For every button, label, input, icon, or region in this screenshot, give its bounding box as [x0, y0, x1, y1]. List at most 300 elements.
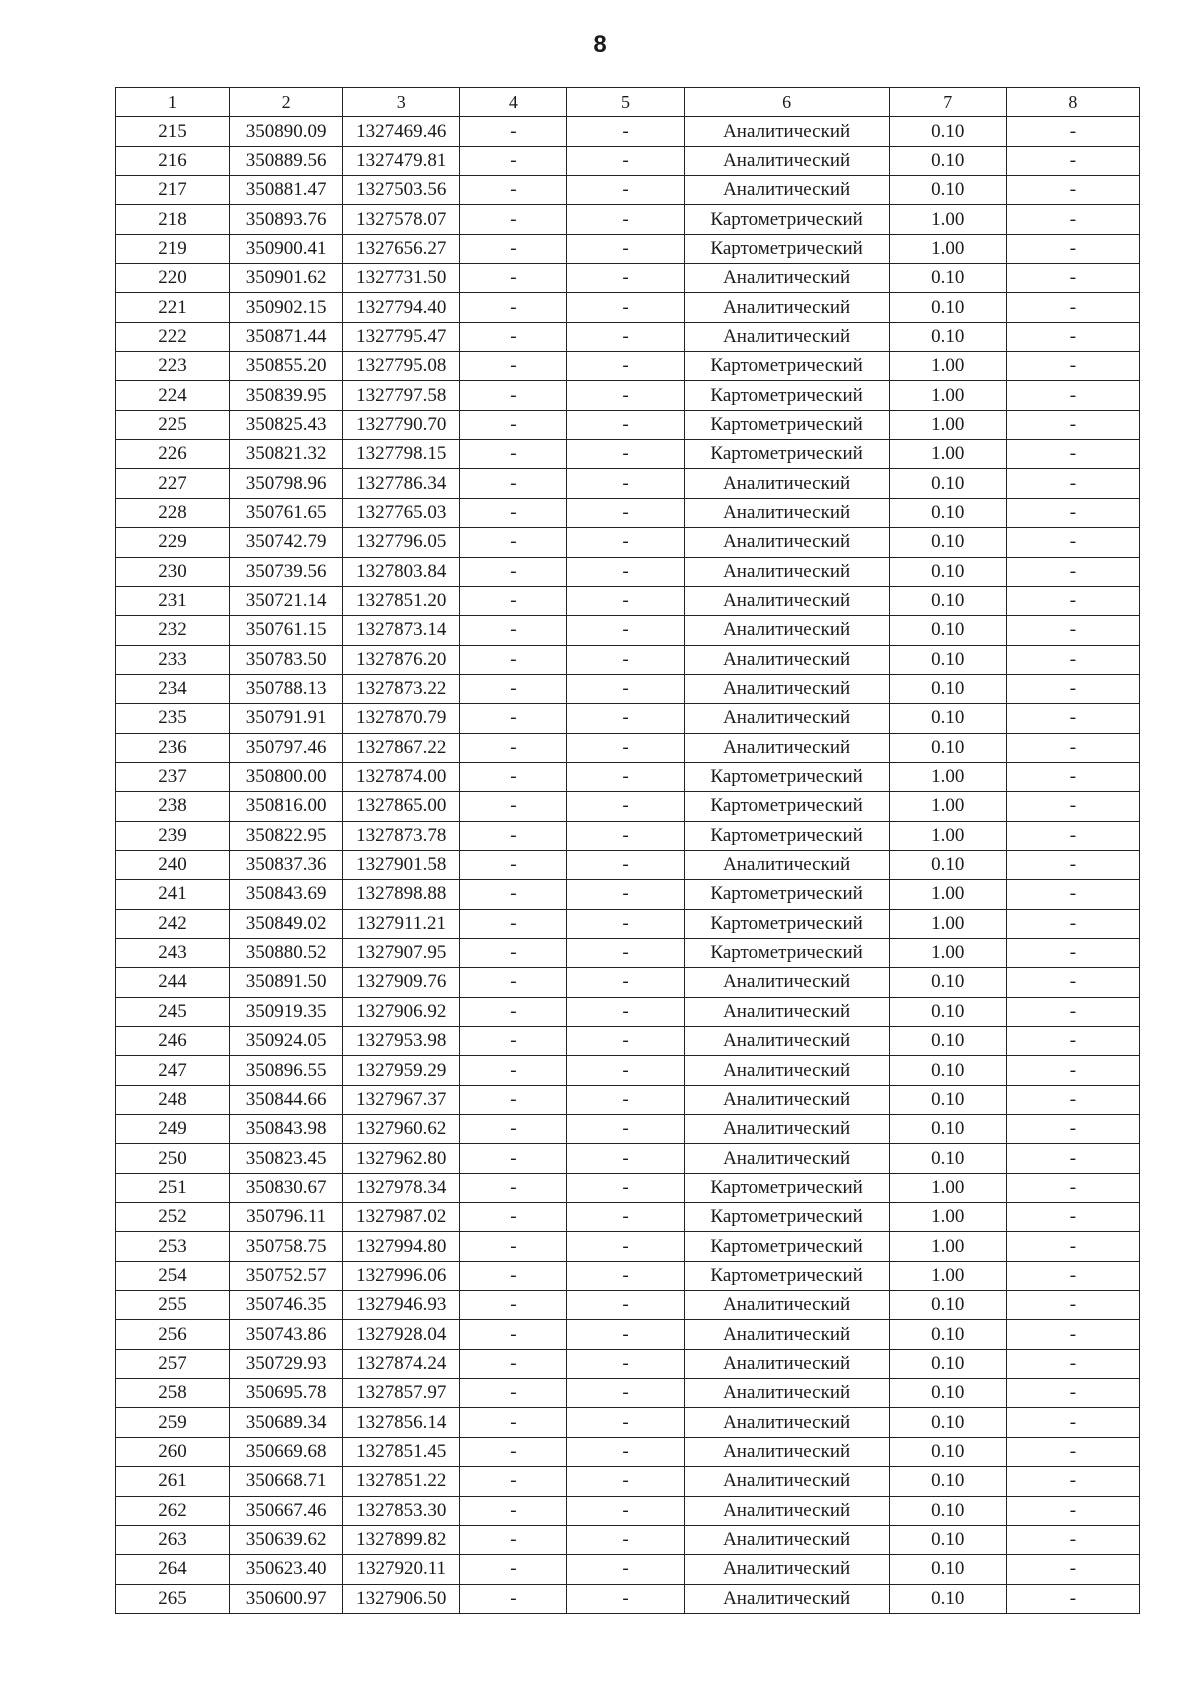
- x-coordinate-cell: 350669.68: [230, 1437, 343, 1466]
- method-cell: Картометрический: [684, 1203, 889, 1232]
- method-cell: Аналитический: [684, 997, 889, 1026]
- method-cell: Картометрический: [684, 381, 889, 410]
- column-4-cell: -: [460, 1291, 567, 1320]
- column-4-cell: -: [460, 1232, 567, 1261]
- column-5-cell: -: [567, 909, 684, 938]
- column-4-cell: -: [460, 146, 567, 175]
- column-4-cell: -: [460, 1349, 567, 1378]
- column-4-cell: -: [460, 264, 567, 293]
- table-row: [116, 469, 1140, 498]
- x-coordinate-cell: 350855.20: [230, 352, 343, 381]
- column-8-cell: -: [1006, 1085, 1139, 1114]
- accuracy-cell: 0.10: [889, 1144, 1006, 1173]
- x-coordinate-cell: 350891.50: [230, 968, 343, 997]
- column-5-cell: -: [567, 968, 684, 997]
- point-number-cell: 245: [116, 997, 230, 1026]
- column-5-cell: -: [567, 1320, 684, 1349]
- point-number-cell: 226: [116, 440, 230, 469]
- point-number-cell: 220: [116, 264, 230, 293]
- column-5-cell: -: [567, 1115, 684, 1144]
- table-row: [116, 821, 1140, 850]
- x-coordinate-cell: 350742.79: [230, 528, 343, 557]
- column-4-cell: -: [460, 1027, 567, 1056]
- method-cell: Аналитический: [684, 1379, 889, 1408]
- method-cell: Картометрический: [684, 234, 889, 263]
- column-5-cell: -: [567, 616, 684, 645]
- point-number-cell: 232: [116, 616, 230, 645]
- method-cell: Аналитический: [684, 146, 889, 175]
- accuracy-cell: 1.00: [889, 762, 1006, 791]
- column-8-cell: -: [1006, 1496, 1139, 1525]
- table-row: [116, 146, 1140, 175]
- column-8-cell: -: [1006, 410, 1139, 439]
- point-number-cell: 252: [116, 1203, 230, 1232]
- method-cell: Картометрический: [684, 909, 889, 938]
- x-coordinate-cell: 350721.14: [230, 586, 343, 615]
- table-row: [116, 1173, 1140, 1202]
- x-coordinate-cell: 350623.40: [230, 1555, 343, 1584]
- column-4-cell: -: [460, 1408, 567, 1437]
- point-number-cell: 254: [116, 1261, 230, 1290]
- column-8-cell: -: [1006, 1056, 1139, 1085]
- method-cell: Аналитический: [684, 645, 889, 674]
- x-coordinate-cell: 350758.75: [230, 1232, 343, 1261]
- column-8-cell: -: [1006, 1525, 1139, 1554]
- column-5-cell: -: [567, 1584, 684, 1613]
- table-row: [116, 1525, 1140, 1554]
- column-8-cell: -: [1006, 557, 1139, 586]
- column-8-cell: -: [1006, 586, 1139, 615]
- method-cell: Аналитический: [684, 528, 889, 557]
- column-8-cell: -: [1006, 1291, 1139, 1320]
- accuracy-cell: 0.10: [889, 1525, 1006, 1554]
- method-cell: Картометрический: [684, 205, 889, 234]
- table-row: [116, 1349, 1140, 1378]
- column-8-cell: -: [1006, 938, 1139, 967]
- x-coordinate-cell: 350791.91: [230, 704, 343, 733]
- accuracy-cell: 1.00: [889, 909, 1006, 938]
- x-coordinate-cell: 350902.15: [230, 293, 343, 322]
- accuracy-cell: 0.10: [889, 293, 1006, 322]
- point-number-cell: 230: [116, 557, 230, 586]
- table-row: [116, 850, 1140, 879]
- column-4-cell: -: [460, 1173, 567, 1202]
- column-4-cell: -: [460, 938, 567, 967]
- column-5-cell: -: [567, 146, 684, 175]
- x-coordinate-cell: 350881.47: [230, 176, 343, 205]
- y-coordinate-cell: 1327794.40: [343, 293, 460, 322]
- column-5-cell: -: [567, 176, 684, 205]
- table-body: [116, 117, 1140, 1614]
- column-4-cell: -: [460, 762, 567, 791]
- point-number-cell: 258: [116, 1379, 230, 1408]
- x-coordinate-cell: 350761.15: [230, 616, 343, 645]
- point-number-cell: 251: [116, 1173, 230, 1202]
- y-coordinate-cell: 1327851.22: [343, 1467, 460, 1496]
- column-4-cell: -: [460, 1379, 567, 1408]
- column-8-cell: -: [1006, 264, 1139, 293]
- point-number-cell: 219: [116, 234, 230, 263]
- accuracy-cell: 0.10: [889, 704, 1006, 733]
- y-coordinate-cell: 1327469.46: [343, 117, 460, 146]
- column-8-cell: -: [1006, 322, 1139, 351]
- column-4-cell: -: [460, 1525, 567, 1554]
- column-4-cell: -: [460, 1437, 567, 1466]
- y-coordinate-cell: 1327898.88: [343, 880, 460, 909]
- column-5-cell: -: [567, 117, 684, 146]
- x-coordinate-cell: 350689.34: [230, 1408, 343, 1437]
- column-4-cell: -: [460, 616, 567, 645]
- column-8-cell: -: [1006, 616, 1139, 645]
- table-row: [116, 674, 1140, 703]
- column-5-cell: -: [567, 234, 684, 263]
- column-5-cell: -: [567, 293, 684, 322]
- accuracy-cell: 0.10: [889, 1379, 1006, 1408]
- column-5-cell: -: [567, 586, 684, 615]
- accuracy-cell: 0.10: [889, 1027, 1006, 1056]
- x-coordinate-cell: 350796.11: [230, 1203, 343, 1232]
- column-4-cell: -: [460, 821, 567, 850]
- accuracy-cell: 0.10: [889, 176, 1006, 205]
- point-number-cell: 242: [116, 909, 230, 938]
- column-header-1: 1: [116, 88, 230, 117]
- method-cell: Картометрический: [684, 352, 889, 381]
- table-row: [116, 704, 1140, 733]
- y-coordinate-cell: 1327796.05: [343, 528, 460, 557]
- column-4-cell: -: [460, 528, 567, 557]
- column-8-cell: -: [1006, 1555, 1139, 1584]
- table-row: [116, 381, 1140, 410]
- point-number-cell: 264: [116, 1555, 230, 1584]
- column-4-cell: -: [460, 1496, 567, 1525]
- x-coordinate-cell: 350600.97: [230, 1584, 343, 1613]
- column-4-cell: -: [460, 176, 567, 205]
- column-5-cell: -: [567, 1261, 684, 1290]
- column-8-cell: -: [1006, 117, 1139, 146]
- column-8-cell: -: [1006, 498, 1139, 527]
- column-5-cell: -: [567, 1467, 684, 1496]
- column-8-cell: -: [1006, 792, 1139, 821]
- accuracy-cell: 1.00: [889, 821, 1006, 850]
- column-5-cell: -: [567, 674, 684, 703]
- column-8-cell: -: [1006, 1408, 1139, 1437]
- y-coordinate-cell: 1327765.03: [343, 498, 460, 527]
- x-coordinate-cell: 350849.02: [230, 909, 343, 938]
- accuracy-cell: 1.00: [889, 1232, 1006, 1261]
- table-row: [116, 1232, 1140, 1261]
- column-5-cell: -: [567, 498, 684, 527]
- column-8-cell: -: [1006, 1437, 1139, 1466]
- method-cell: Аналитический: [684, 733, 889, 762]
- table-row: [116, 410, 1140, 439]
- point-number-cell: 236: [116, 733, 230, 762]
- column-4-cell: -: [460, 880, 567, 909]
- column-8-cell: -: [1006, 234, 1139, 263]
- x-coordinate-cell: 350880.52: [230, 938, 343, 967]
- accuracy-cell: 0.10: [889, 1496, 1006, 1525]
- accuracy-cell: 1.00: [889, 1173, 1006, 1202]
- method-cell: Аналитический: [684, 176, 889, 205]
- accuracy-cell: 1.00: [889, 938, 1006, 967]
- column-8-cell: -: [1006, 1349, 1139, 1378]
- column-5-cell: -: [567, 381, 684, 410]
- method-cell: Аналитический: [684, 293, 889, 322]
- column-header-7: 7: [889, 88, 1006, 117]
- point-number-cell: 244: [116, 968, 230, 997]
- accuracy-cell: 0.10: [889, 498, 1006, 527]
- column-header-5: 5: [567, 88, 684, 117]
- column-8-cell: -: [1006, 528, 1139, 557]
- x-coordinate-cell: 350639.62: [230, 1525, 343, 1554]
- column-8-cell: -: [1006, 1115, 1139, 1144]
- accuracy-cell: 0.10: [889, 1408, 1006, 1437]
- column-8-cell: -: [1006, 1173, 1139, 1202]
- column-8-cell: -: [1006, 909, 1139, 938]
- method-cell: Картометрический: [684, 1173, 889, 1202]
- table-row: [116, 234, 1140, 263]
- column-4-cell: -: [460, 1115, 567, 1144]
- table-row: [116, 616, 1140, 645]
- column-4-cell: -: [460, 352, 567, 381]
- point-number-cell: 263: [116, 1525, 230, 1554]
- x-coordinate-cell: 350797.46: [230, 733, 343, 762]
- x-coordinate-cell: 350825.43: [230, 410, 343, 439]
- x-coordinate-cell: 350871.44: [230, 322, 343, 351]
- point-number-cell: 248: [116, 1085, 230, 1114]
- method-cell: Аналитический: [684, 586, 889, 615]
- column-5-cell: -: [567, 1056, 684, 1085]
- table-row: [116, 880, 1140, 909]
- table-row: [116, 1584, 1140, 1613]
- coordinates-table: [115, 87, 1140, 1614]
- point-number-cell: 249: [116, 1115, 230, 1144]
- y-coordinate-cell: 1327856.14: [343, 1408, 460, 1437]
- table-row: [116, 997, 1140, 1026]
- point-number-cell: 246: [116, 1027, 230, 1056]
- column-4-cell: -: [460, 234, 567, 263]
- column-5-cell: -: [567, 1437, 684, 1466]
- y-coordinate-cell: 1327797.58: [343, 381, 460, 410]
- table-row: [116, 792, 1140, 821]
- y-coordinate-cell: 1327795.47: [343, 322, 460, 351]
- point-number-cell: 255: [116, 1291, 230, 1320]
- x-coordinate-cell: 350743.86: [230, 1320, 343, 1349]
- method-cell: Аналитический: [684, 469, 889, 498]
- column-5-cell: -: [567, 850, 684, 879]
- accuracy-cell: 1.00: [889, 352, 1006, 381]
- x-coordinate-cell: 350890.09: [230, 117, 343, 146]
- method-cell: Аналитический: [684, 850, 889, 879]
- y-coordinate-cell: 1327873.22: [343, 674, 460, 703]
- column-header-6: 6: [684, 88, 889, 117]
- table-header: [116, 88, 1140, 117]
- y-coordinate-cell: 1327928.04: [343, 1320, 460, 1349]
- point-number-cell: 253: [116, 1232, 230, 1261]
- point-number-cell: 235: [116, 704, 230, 733]
- y-coordinate-cell: 1327578.07: [343, 205, 460, 234]
- point-number-cell: 259: [116, 1408, 230, 1437]
- column-8-cell: -: [1006, 733, 1139, 762]
- column-5-cell: -: [567, 1085, 684, 1114]
- point-number-cell: 265: [116, 1584, 230, 1613]
- x-coordinate-cell: 350896.55: [230, 1056, 343, 1085]
- y-coordinate-cell: 1327795.08: [343, 352, 460, 381]
- accuracy-cell: 0.10: [889, 1291, 1006, 1320]
- column-4-cell: -: [460, 968, 567, 997]
- column-5-cell: -: [567, 645, 684, 674]
- column-5-cell: -: [567, 557, 684, 586]
- x-coordinate-cell: 350900.41: [230, 234, 343, 263]
- column-8-cell: -: [1006, 850, 1139, 879]
- column-4-cell: -: [460, 645, 567, 674]
- column-4-cell: -: [460, 117, 567, 146]
- method-cell: Аналитический: [684, 117, 889, 146]
- column-8-cell: -: [1006, 968, 1139, 997]
- y-coordinate-cell: 1327911.21: [343, 909, 460, 938]
- method-cell: Аналитический: [684, 1320, 889, 1349]
- y-coordinate-cell: 1327959.29: [343, 1056, 460, 1085]
- method-cell: Аналитический: [684, 1349, 889, 1378]
- column-8-cell: -: [1006, 1467, 1139, 1496]
- accuracy-cell: 0.10: [889, 733, 1006, 762]
- x-coordinate-cell: 350668.71: [230, 1467, 343, 1496]
- column-4-cell: -: [460, 1261, 567, 1290]
- table-row: [116, 1467, 1140, 1496]
- column-5-cell: -: [567, 322, 684, 351]
- point-number-cell: 229: [116, 528, 230, 557]
- y-coordinate-cell: 1327656.27: [343, 234, 460, 263]
- column-8-cell: -: [1006, 176, 1139, 205]
- point-number-cell: 221: [116, 293, 230, 322]
- table-row: [116, 440, 1140, 469]
- table-row: [116, 264, 1140, 293]
- method-cell: Аналитический: [684, 557, 889, 586]
- y-coordinate-cell: 1327479.81: [343, 146, 460, 175]
- accuracy-cell: 0.10: [889, 850, 1006, 879]
- column-4-cell: -: [460, 381, 567, 410]
- y-coordinate-cell: 1327874.24: [343, 1349, 460, 1378]
- x-coordinate-cell: 350729.93: [230, 1349, 343, 1378]
- column-4-cell: -: [460, 997, 567, 1026]
- column-5-cell: -: [567, 792, 684, 821]
- point-number-cell: 234: [116, 674, 230, 703]
- x-coordinate-cell: 350746.35: [230, 1291, 343, 1320]
- column-4-cell: -: [460, 205, 567, 234]
- x-coordinate-cell: 350823.45: [230, 1144, 343, 1173]
- column-4-cell: -: [460, 322, 567, 351]
- column-header-8: 8: [1006, 88, 1139, 117]
- point-number-cell: 250: [116, 1144, 230, 1173]
- point-number-cell: 240: [116, 850, 230, 879]
- x-coordinate-cell: 350783.50: [230, 645, 343, 674]
- accuracy-cell: 0.10: [889, 1320, 1006, 1349]
- y-coordinate-cell: 1327946.93: [343, 1291, 460, 1320]
- method-cell: Аналитический: [684, 1584, 889, 1613]
- accuracy-cell: 0.10: [889, 1467, 1006, 1496]
- column-header-3: 3: [343, 88, 460, 117]
- point-number-cell: 247: [116, 1056, 230, 1085]
- column-5-cell: -: [567, 1555, 684, 1584]
- column-4-cell: -: [460, 674, 567, 703]
- accuracy-cell: 0.10: [889, 968, 1006, 997]
- accuracy-cell: 0.10: [889, 586, 1006, 615]
- column-header-4: 4: [460, 88, 567, 117]
- column-5-cell: -: [567, 528, 684, 557]
- column-5-cell: -: [567, 733, 684, 762]
- column-8-cell: -: [1006, 880, 1139, 909]
- y-coordinate-cell: 1327873.78: [343, 821, 460, 850]
- method-cell: Аналитический: [684, 968, 889, 997]
- method-cell: Аналитический: [684, 1115, 889, 1144]
- method-cell: Аналитический: [684, 498, 889, 527]
- column-8-cell: -: [1006, 704, 1139, 733]
- accuracy-cell: 0.10: [889, 557, 1006, 586]
- x-coordinate-cell: 350924.05: [230, 1027, 343, 1056]
- column-5-cell: -: [567, 440, 684, 469]
- method-cell: Аналитический: [684, 1555, 889, 1584]
- x-coordinate-cell: 350830.67: [230, 1173, 343, 1202]
- column-header-2: 2: [230, 88, 343, 117]
- column-4-cell: -: [460, 1320, 567, 1349]
- column-4-cell: -: [460, 498, 567, 527]
- x-coordinate-cell: 350889.56: [230, 146, 343, 175]
- y-coordinate-cell: 1327873.14: [343, 616, 460, 645]
- accuracy-cell: 0.10: [889, 1584, 1006, 1613]
- column-5-cell: -: [567, 352, 684, 381]
- table-row: [116, 1496, 1140, 1525]
- method-cell: Картометрический: [684, 880, 889, 909]
- point-number-cell: 227: [116, 469, 230, 498]
- header-row: [116, 88, 1140, 117]
- accuracy-cell: 0.10: [889, 117, 1006, 146]
- table-row: [116, 1056, 1140, 1085]
- column-4-cell: -: [460, 469, 567, 498]
- table-row: [116, 1379, 1140, 1408]
- accuracy-cell: 1.00: [889, 205, 1006, 234]
- x-coordinate-cell: 350839.95: [230, 381, 343, 410]
- table-row: [116, 909, 1140, 938]
- column-8-cell: -: [1006, 440, 1139, 469]
- y-coordinate-cell: 1327790.70: [343, 410, 460, 439]
- column-5-cell: -: [567, 762, 684, 791]
- table-row: [116, 762, 1140, 791]
- y-coordinate-cell: 1327996.06: [343, 1261, 460, 1290]
- method-cell: Аналитический: [684, 322, 889, 351]
- method-cell: Аналитический: [684, 1027, 889, 1056]
- y-coordinate-cell: 1327909.76: [343, 968, 460, 997]
- accuracy-cell: 0.10: [889, 322, 1006, 351]
- y-coordinate-cell: 1327870.79: [343, 704, 460, 733]
- table-row: [116, 1203, 1140, 1232]
- x-coordinate-cell: 350761.65: [230, 498, 343, 527]
- column-4-cell: -: [460, 440, 567, 469]
- accuracy-cell: 0.10: [889, 1349, 1006, 1378]
- column-5-cell: -: [567, 704, 684, 733]
- table-row: [116, 322, 1140, 351]
- column-5-cell: -: [567, 469, 684, 498]
- y-coordinate-cell: 1327920.11: [343, 1555, 460, 1584]
- point-number-cell: 238: [116, 792, 230, 821]
- table-row: [116, 586, 1140, 615]
- method-cell: Аналитический: [684, 704, 889, 733]
- method-cell: Аналитический: [684, 1467, 889, 1496]
- x-coordinate-cell: 350919.35: [230, 997, 343, 1026]
- table-row: [116, 645, 1140, 674]
- x-coordinate-cell: 350821.32: [230, 440, 343, 469]
- table-row: [116, 1291, 1140, 1320]
- column-5-cell: -: [567, 1379, 684, 1408]
- column-8-cell: -: [1006, 1320, 1139, 1349]
